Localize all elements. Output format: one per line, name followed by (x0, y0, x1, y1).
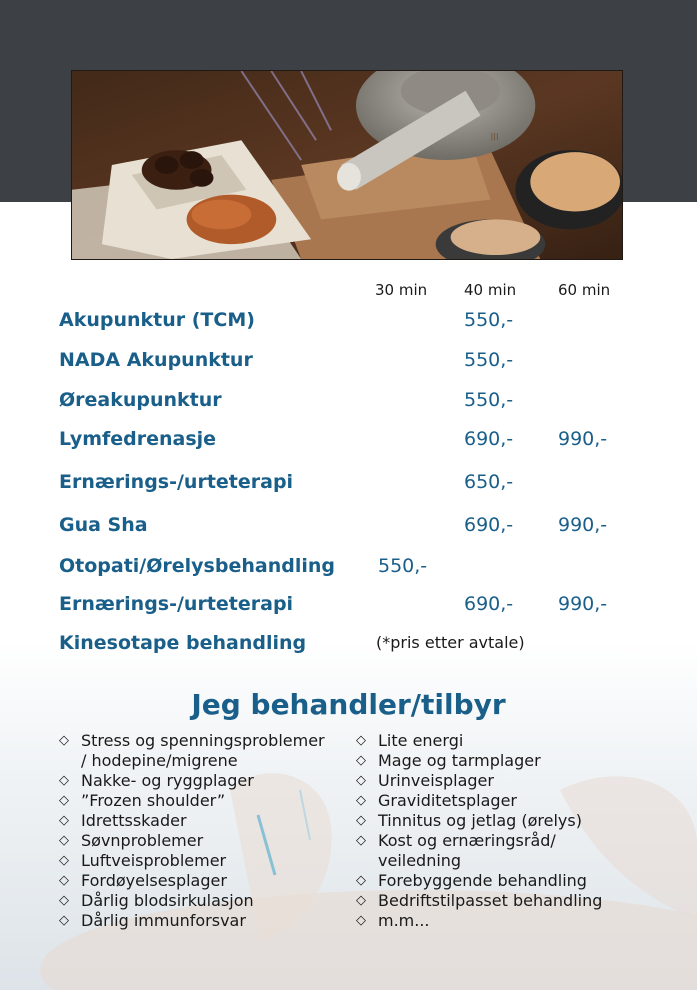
list-item-text: veiledning (378, 851, 462, 870)
list-item (356, 871, 602, 891)
list-item (356, 811, 602, 831)
diamond-bullet-icon: ◇ (356, 893, 366, 908)
diamond-bullet-icon: ◇ (356, 873, 366, 888)
list-item (59, 851, 325, 871)
price-40: 690,- (464, 593, 514, 615)
price-40: 550,- (464, 389, 514, 411)
price-note: (*pris etter avtale) (376, 633, 525, 652)
list-item-text: Dårlig immunforsvar (81, 911, 246, 930)
column-header-60: 60 min (558, 281, 611, 299)
list-item-text: m.m... (378, 911, 430, 930)
price-60: 990,- (558, 593, 608, 615)
service-name: Gua Sha (59, 514, 148, 536)
list-item-text: Lite energi (378, 731, 464, 750)
list-item (59, 791, 325, 811)
list-item (59, 831, 325, 851)
list-item-text: Mage og tarmplager (378, 751, 541, 770)
service-name: Otopati/Ørelysbehandling (59, 555, 335, 577)
list-item (59, 731, 325, 771)
column-header-40: 40 min (464, 281, 517, 299)
list-item-text: Bedriftstilpasset behandling (378, 891, 603, 910)
list-item (59, 891, 325, 911)
service-name: Kinesotape behandling (59, 632, 307, 654)
price-40: 650,- (464, 471, 514, 493)
price-40: 550,- (464, 309, 514, 331)
diamond-bullet-icon: ◇ (59, 893, 69, 908)
svg-text:ⅼⅼⅼ: ⅼⅼⅼ (490, 132, 499, 144)
list-item-text: Forebyggende behandling (378, 871, 587, 890)
list-item-text: Kost og ernæringsråd/ (378, 831, 556, 850)
list-item-text: Urinveisplager (378, 771, 494, 790)
price-40: 690,- (464, 428, 514, 450)
diamond-bullet-icon: ◇ (356, 733, 366, 748)
diamond-bullet-icon: ◇ (59, 853, 69, 868)
list-item-text: / hodepine/migrene (81, 751, 238, 770)
price-40: 690,- (464, 514, 514, 536)
list-item-text: Stress og spenningsproblemer (81, 731, 325, 750)
service-name: Øreakupunktur (59, 389, 222, 411)
list-item-text: ”Frozen shoulder” (81, 791, 226, 810)
diamond-bullet-icon: ◇ (59, 833, 69, 848)
service-name: Ernærings-/urteterapi (59, 593, 294, 615)
list-item (356, 731, 602, 751)
diamond-bullet-icon: ◇ (59, 733, 69, 748)
diamond-bullet-icon: ◇ (356, 753, 366, 768)
section-title: Jeg behandler/tilbyr (191, 688, 506, 721)
list-item-text: Graviditetsplager (378, 791, 518, 810)
diamond-bullet-icon: ◇ (356, 773, 366, 788)
list-item-text: Søvnproblemer (81, 831, 204, 850)
service-name: Ernærings-/urteterapi (59, 471, 294, 493)
price-30: 550,- (378, 555, 428, 577)
list-item (356, 751, 602, 771)
diamond-bullet-icon: ◇ (59, 813, 69, 828)
diamond-bullet-icon: ◇ (356, 813, 366, 828)
diamond-bullet-icon: ◇ (59, 873, 69, 888)
price-60: 990,- (558, 428, 608, 450)
list-item-text: Nakke- og ryggplager (81, 771, 254, 790)
diamond-bullet-icon: ◇ (356, 913, 366, 928)
treatment-list-left (59, 731, 325, 931)
list-item-text: Luftveisproblemer (81, 851, 227, 870)
service-name: NADA Akupunktur (59, 349, 253, 371)
list-item (356, 791, 602, 811)
list-item-text: Tinnitus og jetlag (ørelys) (378, 811, 582, 830)
service-name: Lymfedrenasje (59, 428, 217, 450)
list-item (59, 911, 325, 931)
list-item (356, 911, 602, 931)
diamond-bullet-icon: ◇ (59, 913, 69, 928)
list-item (356, 771, 602, 791)
list-item (59, 771, 325, 791)
column-header-30: 30 min (375, 281, 428, 299)
list-item-text: Dårlig blodsirkulasjon (81, 891, 254, 910)
price-60: 990,- (558, 514, 608, 536)
price-40: 550,- (464, 349, 514, 371)
herbal-medicine-photo (71, 70, 623, 260)
treatment-list-right (356, 731, 602, 931)
diamond-bullet-icon: ◇ (356, 793, 366, 808)
service-name: Akupunktur (TCM) (59, 309, 255, 331)
diamond-bullet-icon: ◇ (59, 773, 69, 788)
list-item (356, 891, 602, 911)
list-item (356, 831, 602, 871)
list-item-text: Fordøyelsesplager (81, 871, 227, 890)
list-item (59, 871, 325, 891)
list-item (59, 811, 325, 831)
diamond-bullet-icon: ◇ (356, 833, 366, 848)
list-item-text: Idrettsskader (81, 811, 187, 830)
diamond-bullet-icon: ◇ (59, 793, 69, 808)
